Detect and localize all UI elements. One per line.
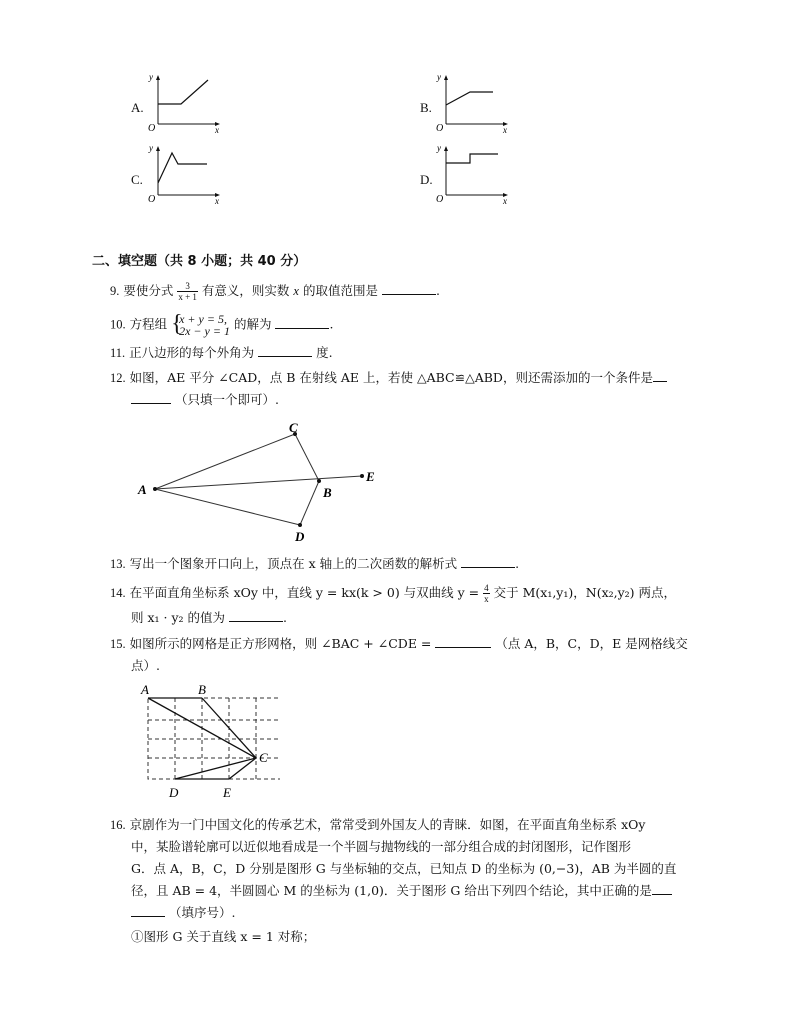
fraction: $\frac{4}{x}$: [484, 583, 489, 604]
option-c-graph: [145, 143, 225, 205]
answer-blank[interactable]: [229, 609, 283, 622]
x-label: x: [215, 196, 219, 205]
question-16-line4: 径，且 AB = 4，半圆圆心 M 的坐标为 (1,0)．关于图形 G 给出下列四个结论，其中正确的是: [131, 880, 672, 902]
label-b: B: [323, 485, 332, 500]
question-16-line3: G．点 A，B，C，D 分别是图形 G 与坐标轴的交点，已知点 D 的坐标为 (0,−3)，AB 为半圆的直: [131, 861, 677, 876]
x-label: x: [503, 196, 507, 205]
y-label: y: [437, 72, 441, 82]
question-14: 14. 在平面直角坐标系 xOy 中，直线 y = kx(k > 0) 与双曲线 y = $\frac{4}{x}$ 交于 M(x₁,y₁)，N(x₂,y₂) 两点，: [110, 583, 677, 604]
answer-blank[interactable]: [131, 391, 171, 404]
question-12-line2: （只填一个即可）.: [131, 389, 279, 411]
segment-db: [300, 481, 319, 525]
question-11: 11. 正八边形的每个外角为 度.: [110, 345, 333, 360]
origin-label: O: [148, 194, 156, 205]
label-d: D: [295, 529, 305, 544]
question-16-line2: 中，某脸谱轮廓可以近似地看成是一个半圆与抛物线的一部分组合成的封闭图形，记作图形: [131, 839, 632, 854]
answer-blank[interactable]: [131, 904, 165, 917]
label-e: E: [223, 785, 231, 800]
answer-blank[interactable]: [382, 282, 436, 295]
label-d: D: [169, 785, 179, 800]
label-a: A: [141, 682, 149, 697]
y-axis-arrow: [156, 146, 160, 151]
label-a: A: [138, 482, 147, 497]
x-label: x: [503, 125, 507, 134]
segment-cb: [295, 434, 319, 481]
option-b-label[interactable]: B.: [420, 100, 432, 115]
q12-figure: [130, 418, 390, 546]
y-label: y: [149, 72, 153, 82]
segment-dc: [175, 758, 256, 779]
question-15: 15. 如图所示的网格是正方形网格，则 ∠BAC + ∠CDE = （点 A，B，C，D，E 是网格线交: [110, 636, 688, 651]
question-12: 12. 如图，AE 平分 ∠CAD，点 B 在射线 AE 上，若使 △ABC≌△ABD，则还需添加的一个条件是: [110, 367, 667, 389]
option-d-label[interactable]: D.: [420, 172, 433, 187]
origin-label: O: [148, 123, 156, 134]
option-b-graph: [433, 72, 513, 134]
label-c: C: [289, 420, 298, 435]
label-e: E: [366, 469, 375, 484]
y-label: y: [149, 143, 153, 153]
segment-ac: [155, 434, 295, 489]
point-b: [317, 479, 321, 483]
section-title: 二、填空题（共 8 小题；共 40 分）: [92, 254, 307, 269]
answer-blank[interactable]: [435, 635, 491, 648]
fraction: $\frac{3}{x + 1}$: [178, 281, 197, 302]
origin-label: O: [436, 123, 444, 134]
option-d-graph: [433, 143, 513, 205]
point-e: [360, 474, 364, 478]
question-16-item1: ①图形 G 关于直线 x = 1 对称；: [131, 929, 316, 944]
question-16: 16. 京剧作为一门中国文化的传承艺术，常常受到外国友人的青睐．如图，在平面直角坐标系 xOy: [110, 817, 646, 832]
q15-grid-figure: [135, 680, 280, 804]
label-b: B: [198, 682, 206, 697]
y-axis-arrow: [444, 75, 448, 80]
question-13: 13. 写出一个图象开口向上，顶点在 x 轴上的二次函数的解析式 .: [110, 556, 520, 571]
answer-blank[interactable]: [258, 344, 312, 357]
graph-line: [158, 153, 207, 183]
graph-line: [446, 92, 493, 105]
segment-ad: [155, 489, 300, 525]
option-a-label[interactable]: A.: [131, 100, 144, 115]
point-a: [153, 487, 157, 491]
y-label: y: [437, 143, 441, 153]
answer-blank[interactable]: [652, 882, 672, 895]
question-14-line2: 则 x₁ · y₂ 的值为 .: [131, 610, 287, 625]
option-a-graph: [145, 72, 225, 134]
grid: [148, 698, 280, 779]
option-c-label[interactable]: C.: [131, 172, 143, 187]
point-d: [298, 523, 302, 527]
graph-line: [158, 80, 208, 104]
origin-label: O: [436, 194, 444, 205]
question-9: 9. 要使分式 $\frac{3}{x + 1}$ 有意义，则实数 x 的取值范围是 .: [110, 281, 440, 302]
question-16-line5: （填序号）.: [131, 902, 235, 924]
answer-blank[interactable]: [461, 555, 515, 568]
question-15-line2: 点）.: [131, 658, 160, 673]
question-10: 10. 方程组 { x + y = 5, 2x − y = 1 的解为 .: [110, 311, 334, 338]
answer-blank[interactable]: [275, 316, 329, 329]
x-label: x: [215, 125, 219, 134]
answer-blank[interactable]: [653, 369, 667, 382]
y-axis-arrow: [444, 146, 448, 151]
equation-system: { x + y = 5, 2x − y = 1: [171, 311, 230, 338]
label-c: C: [259, 750, 268, 765]
y-axis-arrow: [156, 75, 160, 80]
graph-line: [446, 154, 498, 163]
